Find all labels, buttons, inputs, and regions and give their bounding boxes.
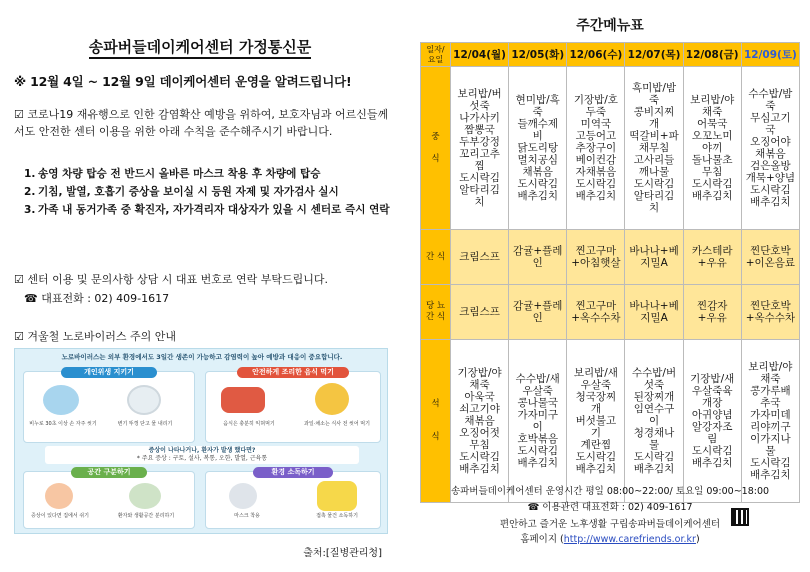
homepage-link[interactable]: http://www.carefriends.or.kr	[563, 534, 696, 545]
poster-section-food: 안전하게 조리한 음식 먹기	[237, 367, 349, 378]
footer-phone: ☎ 이용관련 대표전화 : 02) 409-1617	[527, 502, 693, 513]
poster-caption: 마스크 착용	[234, 513, 260, 519]
date-header: 12/04(월)	[451, 43, 509, 67]
menu-cell: 찐감자 +우유	[683, 285, 741, 340]
menu-cell: 수수밥/밤 죽 무심고기 국 오징어야 채볶음 검은올방 개묵+양념 도시락김 배추김치	[741, 67, 799, 230]
menu-cell: 바나나+베 지밀A	[625, 230, 683, 285]
person-icon	[315, 383, 349, 415]
menu-cell: 크림스프	[451, 230, 509, 285]
row-label: 석 식	[421, 340, 451, 503]
menu-cell: 찐단호박 +이온음료	[741, 230, 799, 285]
toilet-icon	[127, 385, 161, 415]
date-header: 12/09(토)	[741, 43, 799, 67]
date-header: 12/07(목)	[625, 43, 683, 67]
handwash-icon	[43, 385, 79, 415]
menu-cell: 기장밥/새 우살죽육 개장 아귀양념 알강자조 림 도시락김 배추김치	[683, 340, 741, 503]
poster-caption: 과일·채소는 식사 전 씻어 먹기	[304, 421, 370, 427]
poster-caption: 비누로 30초 이상 손 자주 씻기	[29, 421, 97, 427]
poster-caption: 증상이 있다면 집에서 쉬기	[31, 513, 89, 519]
corner-cell: 일자/ 요일	[421, 43, 451, 67]
norovirus-title: ☑ 겨울철 노로바이러스 주의 안내	[14, 330, 176, 343]
menu-row-lunch	[421, 67, 800, 230]
menu-cell: 흑미밥/밤 죽 콩비지찌 개 떡갈비+파 채무침 고사리들 깨나물 도시락김 알타리김 치	[625, 67, 683, 230]
menu-row-diabetic-snack	[421, 285, 800, 340]
poster-caption: 음식은 충분히 익혀먹기	[223, 421, 275, 427]
footer-homepage: 홈페이지 (http://www.carefriends.or.kr)	[520, 534, 700, 545]
menu-table	[420, 42, 800, 503]
menu-cell: 수수밥/버 섯죽 된장찌개 임연수구 이 청경채나 물 도시락김 배추김치	[625, 340, 683, 503]
poster-section-hygiene: 개인위생 지키기	[61, 367, 157, 378]
menu-cell: 현미밥/흑 죽 들깨수제 비 닭도리탕 멸치공심 채볶음 도시락김 배추김치	[509, 67, 567, 230]
menu-cell: 감귤+플레 인	[509, 230, 567, 285]
menu-cell: 보리밥/야 채죽 어묵국 오꼬노미 야끼 돌나물초 무침 도시락김 배추김치	[683, 67, 741, 230]
menu-cell: 보리밥/야 채죽 콩가루배 추국 가자미데 리야끼구 이가지나 물 도시락김 배추김치	[741, 340, 799, 503]
glove-icon	[317, 481, 357, 511]
rule-item: 2. 기침, 발열, 호흡기 증상을 보이실 시 등원 자제 및 자가검사 실시	[24, 186, 339, 198]
newsletter-title: 송파버들데이케어센터 가정통신문	[0, 36, 400, 57]
sick-person-icon	[45, 483, 73, 509]
menu-cell: 보리밥/새 우살죽 청국장찌 개 버섯불고 기 계란찜 도시락김 배추김치	[567, 340, 625, 503]
intro-text: ☑ 코로나19 재유행으로 인한 감염확산 예방을 위하여, 보호자님과 어르신들께서도 안전한 센터 이용을 위한 아래 수칙을 준수해주시기 바랍니다.	[14, 108, 389, 138]
menu-title: 주간메뉴표	[576, 18, 644, 34]
date-header: 12/06(수)	[567, 43, 625, 67]
phone-number: ☎ 대표전화 : 02) 409-1617	[24, 292, 170, 305]
date-header: 12/08(금)	[683, 43, 741, 67]
row-label: 당 뇨 간 식	[421, 285, 451, 340]
contact-note: ☑ 센터 이용 및 문의사항 상담 시 대표 번호로 연락 부탁드립니다.	[14, 273, 328, 286]
separate-room-icon	[129, 483, 161, 509]
poster-source: 출처:[질병관리청]	[303, 548, 382, 559]
poster-section-separate: 공간 구분하기	[71, 467, 147, 478]
menu-cell: 보리밥/버 섯죽 나가사키 짬뽕국 두부강정 꼬리고추 찜 도시락김 알타리김 치	[451, 67, 509, 230]
poster-caption: 변기 뚜껑 닫고 물 내리기	[117, 421, 173, 427]
menu-row-dinner	[421, 340, 800, 503]
headline: ※ 12월 4일 ~ 12월 9일 데이케어센터 운영을 알려드립니다!	[14, 74, 352, 89]
menu-cell: 기장밥/호 두죽 미역국 고등어고 추장구이 베이컨감 자채볶음 도시락김 배추김치	[567, 67, 625, 230]
poster-caption: 접촉 물건 소독하기	[316, 513, 358, 519]
menu-cell: 찐고구마 +아침햇살	[567, 230, 625, 285]
poster-middle: 증상이 나타나거나, 환자가 발생 했다면? * 주요 증상 : 구토, 설사, 복통, 오한, 발열, 근육통	[45, 446, 359, 464]
rule-item: 1. 송영 차량 탑승 전 반드시 올바른 마스크 착용 후 차량에 탑승	[24, 168, 321, 180]
poster-section-disinfect: 환경 소독하기	[253, 467, 333, 478]
menu-cell: 카스테라 +우유	[683, 230, 741, 285]
menu-cell: 감귤+플레 인	[509, 285, 567, 340]
row-label: 간 식	[421, 230, 451, 285]
menu-cell: 바나나+베 지밀A	[625, 285, 683, 340]
menu-cell: 찐고구마 +옥수수차	[567, 285, 625, 340]
norovirus-poster	[14, 348, 388, 534]
menu-cell: 기장밥/야 채죽 아욱국 쇠고기야 채볶음 오징어젓 무침 도시락김 배추김치	[451, 340, 509, 503]
operating-hours: 송파버들데이케어센터 운영시간 평일 08:00~22:00/ 토요일 09:00~18:00	[450, 486, 770, 497]
row-label: 중 식	[421, 67, 451, 230]
poster-intro: 노로바이러스는 외부 환경에서도 3일간 생존이 가능하고 감염력이 높아 예방과 대응이 중요합니다.	[61, 353, 343, 361]
menu-cell: 크림스프	[451, 285, 509, 340]
poster-caption: 환자와 생활공간 분리하기	[117, 513, 175, 519]
menu-cell: 수수밥/새 우살죽 콩나물국 가자미구 이 호박볶음 도시락김 배추김치	[509, 340, 567, 503]
pot-icon	[221, 387, 265, 413]
date-header: 12/05(화)	[509, 43, 567, 67]
menu-header-row	[421, 43, 800, 67]
rule-item: 3. 가족 내 동거가족 중 확진자, 자가격리자 대상자가 있을 시 센터로 즉시 연락	[24, 204, 390, 216]
mask-icon	[229, 483, 257, 509]
qr-code-icon	[731, 508, 749, 526]
menu-cell: 찐단호박 +옥수수차	[741, 285, 799, 340]
rules-list	[24, 165, 394, 219]
menu-row-snack	[421, 230, 800, 285]
newsletter-panel	[0, 0, 400, 572]
footer-slogan: 편안하고 즐거운 노후생활 구립송파버들데이케어센터	[499, 519, 721, 530]
